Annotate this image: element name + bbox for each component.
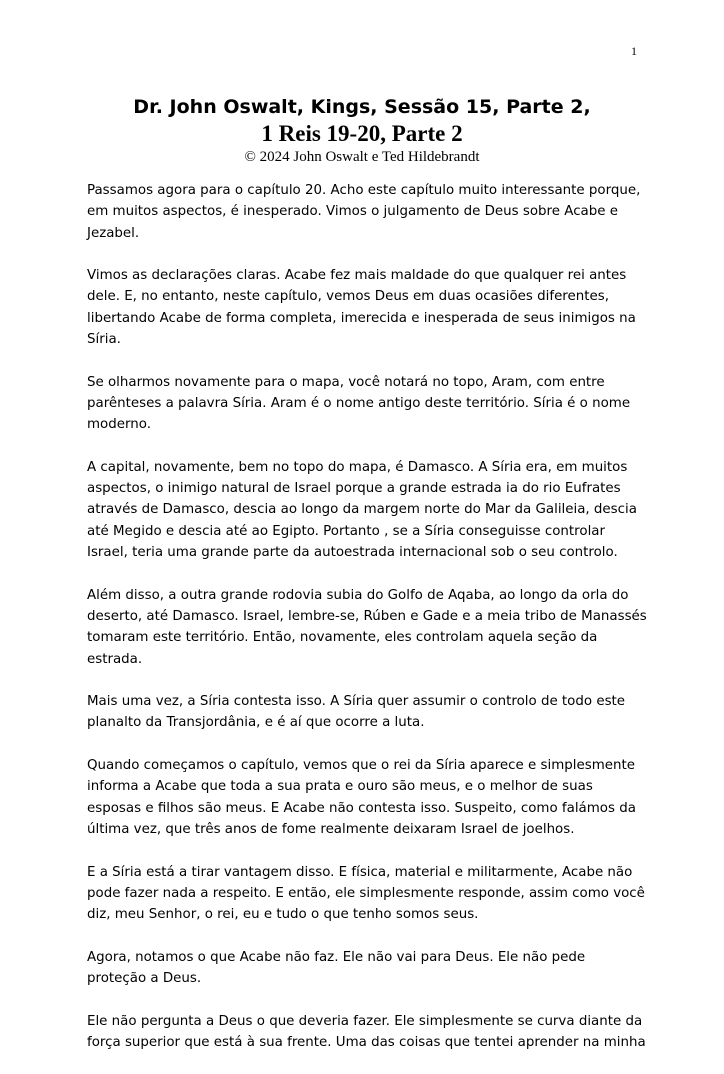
paragraph: Vimos as declarações claras. Acabe fez mais maldade do que qualquer rei antes dele. E, no entanto, neste capítulo, vemos Deus em duas ocasiões diferentes, libertando Acabe de forma completa, imerecida e inesperada de seus inimigos na Síria.: [87, 268, 636, 348]
paragraph: Ele não pergunta a Deus o que deveria fazer. Ele simplesmente se curva diante da força superior que está à sua frente. Uma das coisas que tentei aprender na minha: [87, 1013, 646, 1050]
paragraph: Passamos agora para o capítulo 20. Acho este capítulo muito interessante porque, em muitos aspectos, é inesperado. Vimos o julgamento de Deus sobre Acabe e Jezabel.: [87, 183, 641, 241]
paragraph: Mais uma vez, a Síria contesta isso. A Síria quer assumir o controlo de todo este planalto da Transjordânia, e é aí que ocorre a luta.: [87, 694, 626, 731]
document-subtitle: 1 Reis 19-20, Parte 2: [261, 121, 463, 146]
paragraph: Quando começamos o capítulo, vemos que o rei da Síria aparece e simplesmente informa a Acabe que toda a sua prata e ouro são meus, e o melhor de suas esposas e filhos são meus. E Acabe não contesta isso. Suspeito, como falámos da última vez, que três anos de fome realmente deixaram Israel de joelhos.: [87, 758, 636, 837]
paragraph: Agora, notamos o que Acabe não faz. Ele não vai para Deus. Ele não pede proteção a Deus.: [87, 949, 586, 986]
page-number: 1: [631, 44, 637, 58]
copyright-notice: © 2024 John Oswalt e Ted Hildebrandt: [244, 149, 480, 165]
paragraph: E a Síria está a tirar vantagem disso. E física, material e militarmente, Acabe não pode fazer nada a respeito. E então, ele simplesmente responde, assim como você diz, meu Senhor, o rei, eu e tudo o que tenho somos seus.: [87, 864, 645, 923]
paragraph: Além disso, a outra grande rodovia subia do Golfo de Aqaba, ao longo da orla do deserto, até Damasco. Israel, lembre-se, Rúben e Gade e a meia tribo de Manassés tomaram este território. Então, novamente, eles controlam aquela seção da estrada.: [87, 587, 647, 667]
paragraph: A capital, novamente, bem no topo do mapa, é Damasco. A Síria era, em muitos aspectos, o inimigo natural de Israel porque a grande estrada ia do rio Eufrates através de Damasco, descia ao longo da margem norte do Mar da Galileia, descia até Megido e descia até ao Egipto. Portanto , se a Síria conseguisse controlar Israel, teria uma grande parte da autoestrada internacional sob o seu controlo.: [87, 459, 637, 561]
body-text: [87, 180, 647, 1074]
document-title: Dr. John Oswalt, Kings, Sessão 15, Parte 2,: [133, 96, 591, 118]
paragraph: Se olharmos novamente para o mapa, você notará no topo, Aram, com entre parênteses a palavra Síria. Aram é o nome antigo deste território. Síria é o nome moderno.: [87, 374, 631, 433]
title-block: [0, 94, 724, 166]
